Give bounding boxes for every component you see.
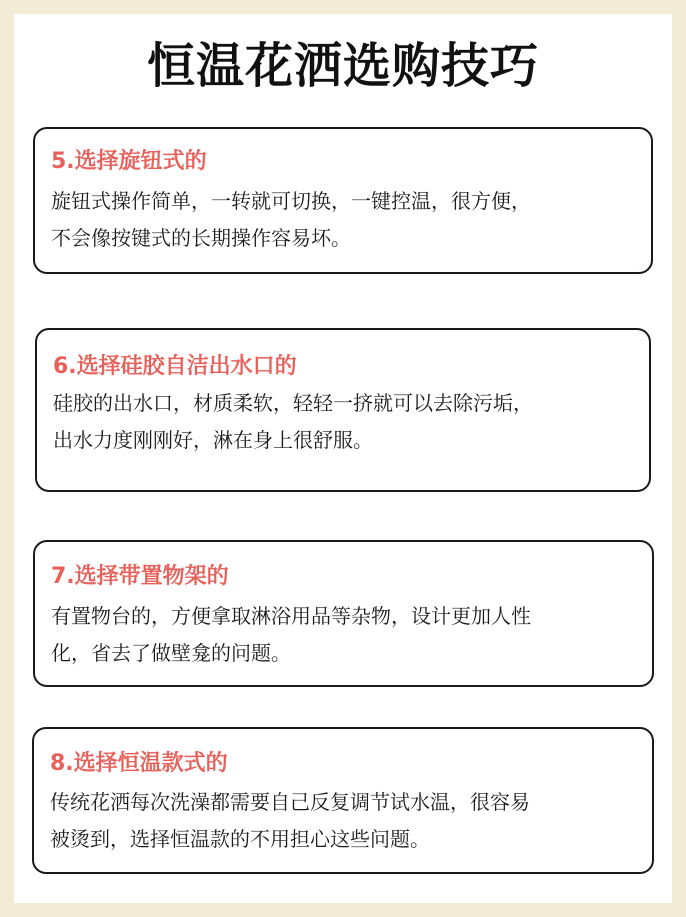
tip-line: 化，省去了做壁龛的问题。 (51, 641, 291, 665)
tip-body-7 (51, 598, 640, 672)
tip-heading-6: 6.选择硅胶自洁出水口的 (53, 354, 297, 379)
tip-heading-5: 5.选择旋钮式的 (51, 149, 207, 174)
tip-card-5 (33, 127, 653, 274)
tip-line: 不会像按键式的长期操作容易坏。 (51, 226, 351, 250)
tip-body-8 (50, 784, 640, 858)
tip-body-6 (53, 385, 637, 459)
tip-line: 旋钮式操作简单，一转就可切换，一键控温，很方便， (51, 189, 531, 213)
tip-body-5 (51, 183, 639, 257)
page (14, 14, 672, 903)
tip-line: 出水力度刚刚好，淋在身上很舒服。 (53, 428, 373, 452)
tip-heading-8: 8.选择恒温款式的 (50, 751, 228, 776)
tip-line: 被烫到，选择恒温款的不用担心这些问题。 (50, 827, 430, 851)
tip-line: 硅胶的出水口，材质柔软，轻轻一挤就可以去除污垢， (53, 391, 533, 415)
tip-card-8 (32, 727, 654, 874)
tip-line: 有置物台的，方便拿取淋浴用品等杂物，设计更加人性 (51, 604, 531, 628)
tip-card-6 (35, 328, 651, 492)
page-title: 恒温花洒选购技巧 (146, 38, 539, 94)
tip-heading-7: 7.选择带置物架的 (51, 564, 229, 589)
tip-card-7 (33, 540, 654, 687)
tip-line: 传统花洒每次洗澡都需要自己反复调节试水温，很容易 (50, 790, 530, 814)
